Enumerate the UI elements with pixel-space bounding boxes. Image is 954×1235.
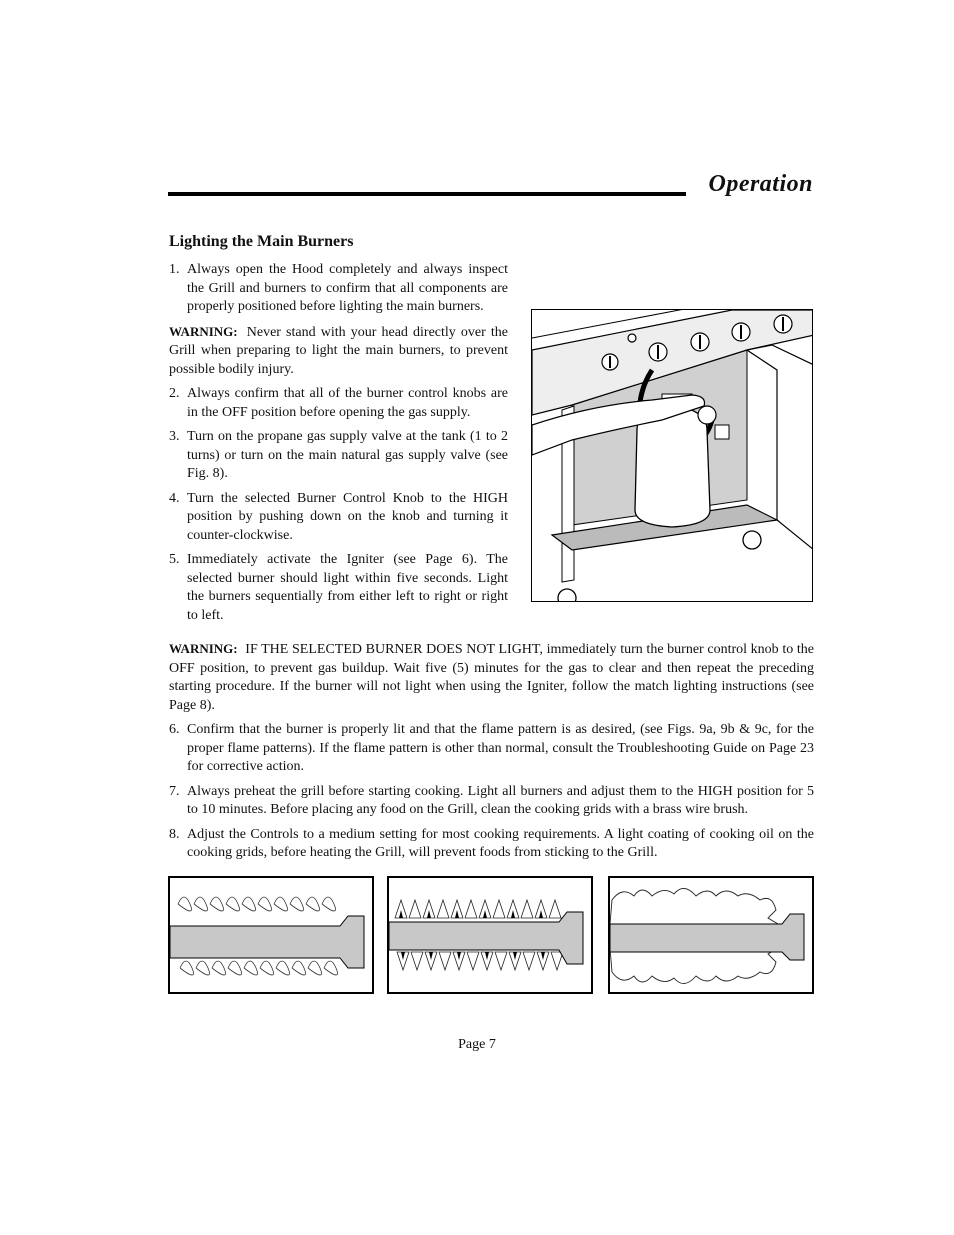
item-number: 6.	[169, 722, 180, 737]
grill-tank-illustration	[531, 309, 813, 602]
list-item	[169, 428, 508, 484]
warning-text: IF THE SELECTED BURNER DOES NOT LIGHT, immediately turn the burner control knob to the OFF position, to prevent gas buildup. Wait five (5) minutes for the gas to clear and then repeat the preceding starting procedure. If the burner will not light when using the Igniter, follow the match lighting instructions (see Page 8).	[169, 642, 814, 713]
item-text: Always confirm that all of the burner control knobs are in the OFF position before opening the gas supply.	[187, 386, 508, 420]
subheading: Lighting the Main Burners	[169, 233, 354, 250]
header-rule	[168, 192, 686, 196]
item-number: 5.	[169, 552, 180, 567]
warning-label: WARNING:	[169, 323, 238, 339]
section-title: Operation	[708, 171, 813, 197]
item-text: Immediately activate the Igniter (see Page 6). The selected burner should light within five seconds. Light the burners sequentially from either left to right or right to left.	[187, 552, 508, 623]
list-item	[169, 490, 508, 546]
flame-pattern-figure-b	[387, 876, 593, 994]
item-text: Always open the Hood completely and always inspect the Grill and burners to confirm that all components are properly positioned before lighting the main burners.	[187, 262, 508, 314]
list-item	[169, 261, 508, 317]
item-number: 4.	[169, 490, 180, 506]
flame-pattern-figure-c	[608, 876, 814, 994]
list-item	[169, 551, 508, 625]
warning-block	[169, 640, 814, 715]
item-number: 1.	[169, 262, 180, 277]
warning-label: WARNING:	[169, 641, 238, 656]
item-text: Confirm that the burner is properly lit and that the flame pattern is as desired, (see Figs. 9a, 9b & 9c, for the proper flame patterns). If the flame pattern is other than normal, consult the Troubleshooting Guide on Page 23 for corrective action.	[187, 722, 814, 774]
full-width-column	[169, 640, 814, 869]
item-number: 7.	[169, 783, 180, 799]
list-item	[169, 783, 814, 820]
item-number: 2.	[169, 386, 180, 401]
item-text: Adjust the Controls to a medium setting for most cooking requirements. A light coating of cooking oil on the cooking grids, before heating the Grill, will prevent foods from sticking to the Grill.	[187, 826, 814, 860]
item-text: Always preheat the grill before starting cooking. Light all burners and adjust them to the HIGH position for 5 to 10 minutes. Before placing any food on the Grill, clean the cooking grids with a brass wire brush.	[187, 783, 814, 817]
item-text: Turn on the propane gas supply valve at the tank (1 to 2 turns) or turn on the main natural gas supply valve (see Fig. 8).	[187, 429, 508, 481]
list-item	[169, 385, 508, 422]
item-text: Turn the selected Burner Control Knob to the HIGH position by pushing down on the knob and turning it counter-clockwise.	[187, 490, 508, 543]
left-column	[169, 261, 508, 631]
warning-block	[169, 323, 508, 380]
warning-text: Never stand with your head directly over the Grill when preparing to light the main burners, to prevent possible bodily injury.	[169, 324, 508, 377]
item-number: 8.	[169, 826, 180, 842]
page-number: Page 7	[458, 1037, 496, 1052]
list-item	[169, 721, 814, 777]
item-number: 3.	[169, 429, 180, 444]
flame-pattern-figure-a	[168, 876, 374, 994]
list-item	[169, 826, 814, 863]
